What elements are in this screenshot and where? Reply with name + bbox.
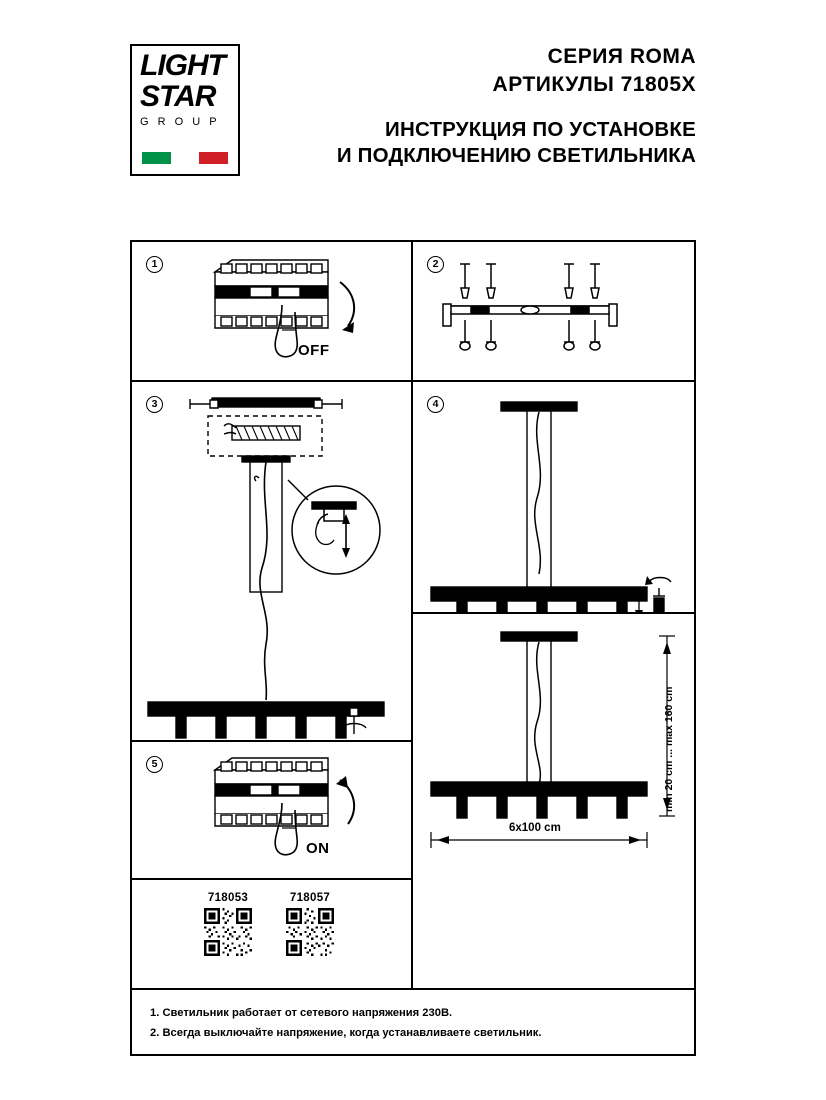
lamp-assembly-illustration xyxy=(413,382,696,612)
logo-line-1: LIGHT xyxy=(140,49,225,82)
panel-dimensions xyxy=(413,614,696,988)
panel-step-4 xyxy=(413,382,696,612)
qr-code-number: 718053 xyxy=(207,892,249,904)
qr-code-image xyxy=(286,908,334,956)
breaker-on-illustration xyxy=(132,742,411,878)
panel-step-1 xyxy=(132,242,411,380)
panel-notes xyxy=(132,990,694,1054)
mounting-bracket-illustration xyxy=(413,242,696,380)
qr-item xyxy=(204,892,252,956)
logo-line-3: G R O U P xyxy=(140,116,220,128)
note-line-2: 2. Всегда выключайте напряжение, когда устанавливаете светильник. xyxy=(150,1026,542,1039)
notes-block xyxy=(150,1004,542,1043)
note-line-1: 1. Светильник работает от сетевого напряжения 230В. xyxy=(150,1007,453,1019)
step-badge-3: 3 xyxy=(146,396,163,413)
qr-item xyxy=(286,892,334,956)
step-badge-2: 2 xyxy=(427,256,444,273)
step-badge-4: 4 xyxy=(427,396,444,413)
panel-step-3 xyxy=(132,382,411,740)
step-badge-1: 1 xyxy=(146,256,163,273)
logo-wordmark xyxy=(140,49,236,128)
header-text-block xyxy=(260,44,696,169)
step-5-label: ON xyxy=(306,840,330,857)
panel-step-5 xyxy=(132,742,411,878)
step-1-label: OFF xyxy=(298,342,330,359)
step-badge-5: 5 xyxy=(146,756,163,773)
instruction-frame xyxy=(130,240,696,1056)
brand-logo xyxy=(130,44,240,176)
dimension-illustration xyxy=(413,614,696,988)
title-line-2: И ПОДКЛЮЧЕНИЮ СВЕТИЛЬНИКА xyxy=(336,143,696,167)
series-line: СЕРИЯ ROMA xyxy=(547,45,696,68)
article-line: АРТИКУЛЫ 71805X xyxy=(492,73,696,97)
document-header xyxy=(130,44,696,194)
breaker-off-illustration xyxy=(132,242,411,380)
qr-code-image xyxy=(204,908,252,956)
qr-code-number: 718057 xyxy=(289,892,331,904)
logo-line-2: STAR xyxy=(140,79,216,113)
title-line-1: ИНСТРУКЦИЯ ПО УСТАНОВКЕ xyxy=(385,117,696,141)
qr-group xyxy=(204,892,334,956)
panel-qr-codes xyxy=(132,880,411,988)
wiring-and-hanging-illustration xyxy=(132,382,411,740)
horizontal-dimension-label: 6x100 cm xyxy=(509,822,561,834)
panel-step-2 xyxy=(413,242,696,380)
vertical-dimension-label: min 20 cm ... max 160 cm xyxy=(663,686,675,812)
italian-flag-icon xyxy=(142,152,228,164)
